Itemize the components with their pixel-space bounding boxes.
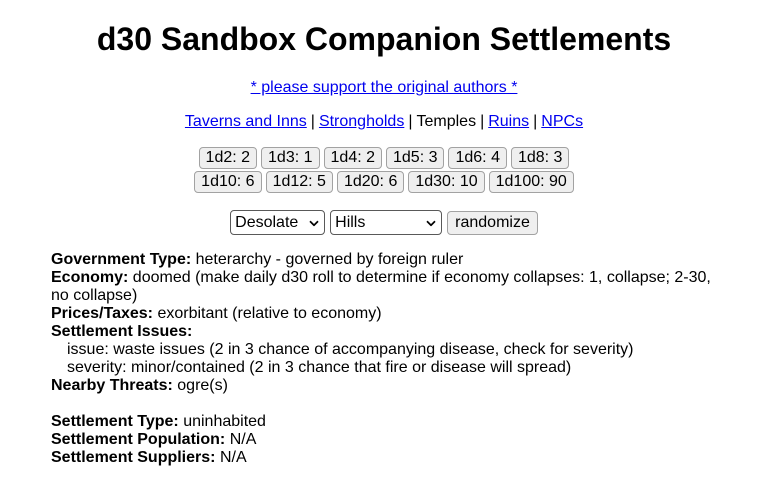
die-button-1d4[interactable]: 1d4: 2 <box>324 147 382 169</box>
nav-bar <box>0 113 768 131</box>
generator-controls <box>0 210 768 235</box>
nav-link-strongholds[interactable]: Strongholds <box>318 113 405 130</box>
settlement-type-line <box>51 413 718 431</box>
settlement-results <box>51 251 718 467</box>
severity-line <box>51 359 718 377</box>
settlement-issues-label: Settlement Issues: <box>51 323 193 340</box>
die-button-1d20[interactable]: 1d20: 6 <box>337 171 404 193</box>
nav-separator: | <box>480 113 485 130</box>
spacer <box>51 395 718 413</box>
settlement-population-value: N/A <box>229 431 257 448</box>
economy-line <box>51 269 718 305</box>
prices-taxes-value: exorbitant (relative to economy) <box>157 305 382 322</box>
page-title: d30 Sandbox Companion Settlements <box>96 21 672 57</box>
climate-select-wrap <box>230 210 325 235</box>
nav-separator: | <box>533 113 538 130</box>
issue-value: issue: waste issues (2 in 3 chance of accompanying disease, check for severity) <box>67 341 634 358</box>
nav-link-ruins[interactable]: Ruins <box>488 113 530 130</box>
government-type-value: heterarchy - governed by foreign ruler <box>195 251 464 268</box>
die-button-1d5[interactable]: 1d5: 3 <box>386 147 444 169</box>
die-button-1d30[interactable]: 1d30: 10 <box>408 171 484 193</box>
die-button-1d8[interactable]: 1d8: 3 <box>511 147 569 169</box>
settlement-type-value: uninhabited <box>183 413 266 430</box>
support-authors-link[interactable]: * please support the original authors * <box>250 79 518 96</box>
government-type-label: Government Type: <box>51 251 192 268</box>
die-button-1d2[interactable]: 1d2: 2 <box>199 147 257 169</box>
nav-separator: | <box>408 113 413 130</box>
terrain-select-wrap <box>330 210 442 235</box>
settlement-population-line <box>51 431 718 449</box>
settlement-suppliers-value: N/A <box>219 449 247 466</box>
nav-link-taverns-and-inns[interactable]: Taverns and Inns <box>184 113 307 130</box>
settlement-suppliers-line <box>51 449 718 467</box>
nearby-threats-value: ogre(s) <box>177 377 228 394</box>
economy-value: doomed (make daily d30 roll to determine if economy collapses: 1, collapse; 2-30, no collapse) <box>51 269 711 304</box>
nearby-threats-label: Nearby Threats: <box>51 377 173 394</box>
nav-link-npcs[interactable]: NPCs <box>541 113 584 130</box>
dice-row-2 <box>0 171 768 193</box>
severity-value: severity: minor/contained (2 in 3 chance that fire or disease will spread) <box>67 359 572 376</box>
die-button-1d6[interactable]: 1d6: 4 <box>448 147 506 169</box>
settlement-population-label: Settlement Population: <box>51 431 226 448</box>
die-button-1d12[interactable]: 1d12: 5 <box>266 171 333 193</box>
prices-taxes-label: Prices/Taxes: <box>51 305 153 322</box>
settlement-type-label: Settlement Type: <box>51 413 179 430</box>
terrain-select[interactable] <box>330 210 442 235</box>
government-type-line <box>51 251 718 269</box>
support-row <box>0 79 768 97</box>
randomize-button[interactable]: randomize <box>447 211 538 235</box>
die-button-1d100[interactable]: 1d100: 90 <box>489 171 574 193</box>
die-button-1d10[interactable]: 1d10: 6 <box>194 171 261 193</box>
dice-roller <box>0 147 768 193</box>
nav-separator: | <box>310 113 315 130</box>
settlement-issues-line <box>51 323 718 341</box>
nav-current-temples: Temples <box>416 113 477 130</box>
prices-taxes-line <box>51 305 718 323</box>
dice-row-1 <box>0 147 768 169</box>
nearby-threats-line <box>51 377 718 395</box>
issue-line <box>51 341 718 359</box>
settlement-suppliers-label: Settlement Suppliers: <box>51 449 216 466</box>
climate-select[interactable] <box>230 210 325 235</box>
die-button-1d3[interactable]: 1d3: 1 <box>261 147 319 169</box>
economy-label: Economy: <box>51 269 129 286</box>
